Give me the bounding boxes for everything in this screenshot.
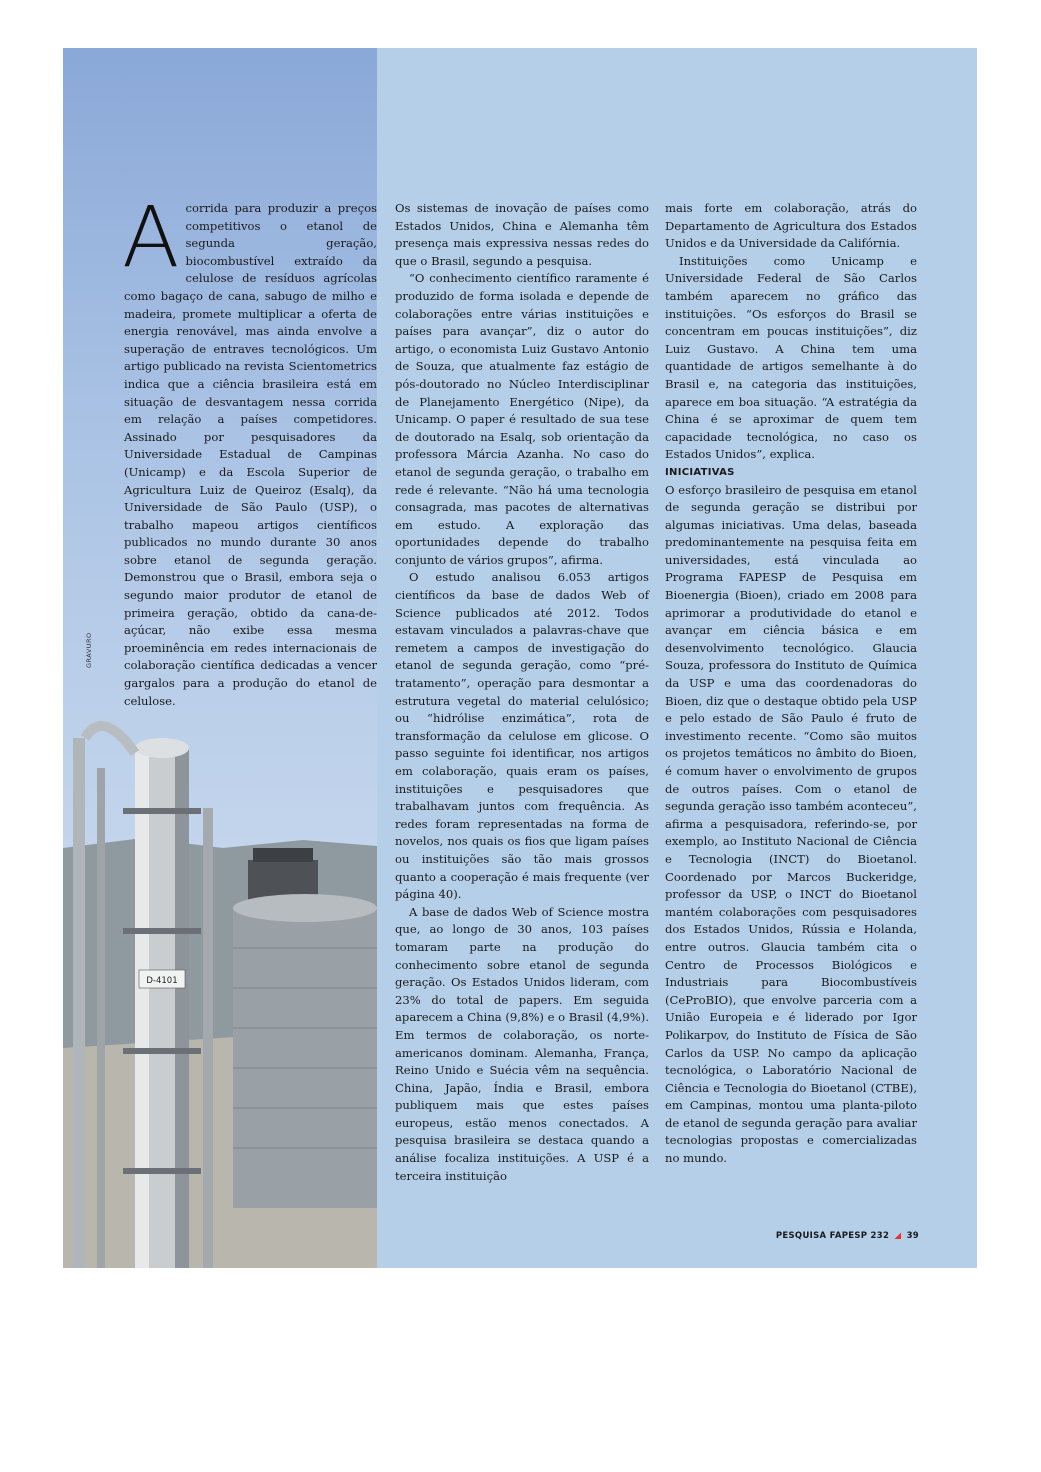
paragraph-text: corrida para produzir a preços competitivos o etanol de segunda geração, biocombustível extraído da celulose de resíduos agrícolas como bagaço de cana, sabugo de milho e madeira, promete multiplicar a oferta de energia renovável, mas ainda envolve a superação de entraves tecnológicos. Um artigo publicado na revista Scientometrics indica que a ciência brasileira está em situação de desvantagem nessa corrida em relação a países competidores. Assinado por pesquisadores da Universidade Estadual de Campinas (Unicamp) e da Escola Superior de Agricultura Luiz de Queiroz (Esalq), da Universidade de São Paulo (USP), o trabalho mapeou artigos científicos publicados no mundo durante 30 anos sobre etanol de segunda geração. Demonstrou que o Brasil, embora seja o segundo maior produtor de etanol de primeira geração, obtido da cana-de-açúcar, não exibe essa mesma proeminência em redes internacionais de colaboração científica dedicadas a vencer gargalos para a produção do etanol de celulose.: [124, 201, 377, 708]
paragraph: A base de dados Web of Science mostra que, ao longo de 30 anos, 103 países tomaram parte na produção do conhecimento sobre etanol de segunda geração. Os Estados Unidos lideram, com 23% do total de papers. Em seguida aparecem a China (9,8%) e o Brasil (4,9%). Em termos de colaboração, os norte-americanos dominam. Alemanha, França, Reino Unido e Suécia vêm na sequência. China, Japão, Índia e Brasil, embora publiquem mais que estes países europeus, estão menos conectados. A pesquisa brasileira se destaca quando a análise focaliza instituições. A USP é a terceira instituição: [395, 904, 649, 1183]
paragraph: [122, 188, 377, 710]
section-subhead: INICIATIVAS: [665, 466, 735, 478]
page-number: 39: [906, 1231, 919, 1241]
paragraph: Instituições como Unicamp e Universidade Federal de São Carlos também aparecem no gráfico das instituições. “Os esforços do Brasil se concentram em poucas instituições”, diz Luiz Gustavo. A China tem uma quantidade de artigos semelhante à do Brasil e, na categoria das instituições, aparece em boa situação. “A estratégia da China é se aproximar de quem tem capacidade tecnológica, no caso os Estados Unidos”, explica.: [665, 253, 917, 462]
paragraph: O estudo analisou 6.053 artigos científicos da base de dados Web of Science publicados até 2012. Todos estavam vinculados a palavras-chave que remetem a campos de investigação do etanol de segunda geração, como “pré-tratamento”, operação para desmontar a estrutura vegetal do material celulósico; ou “hidrólise enzimática”, rota de transformação da celulose em glicose. O passo seguinte foi identificar, nos artigos em colaboração, quais eram os países, instituições e pesquisadores que trabalhavam juntos com frequência. As redes foram representadas na forma de novelos, nos quais os fios que ligam países ou instituições são tão mais grossos quanto a cooperação é mais frequente (ver página 40).: [395, 570, 649, 902]
magazine-page: [63, 48, 977, 1268]
paragraph: O esforço brasileiro de pesquisa em etanol de segunda geração se distribui por algumas iniciativas. Uma delas, baseada predominantemente na pesquisa feita em universidades, está vinculada ao Programa FAPESP de Pesquisa em Bioenergia (Bioen), criado em 2008 para aprimorar a produtividade do etanol e avançar em ciência básica e em desenvolvimento tecnológico. Glaucia Souza, professora do Instituto de Química da USP e uma das coordenadoras do Bioen, diz que o destaque obtido pela USP e pelo estado de São Paulo é fruto de investimento recente. “Como são muitos os projetos temáticos no âmbito do Bioen, é comum haver o envolvimento de grupos de outros países. Com o etanol de segunda geração isso também aconteceu”, afirma a pesquisadora, referindo-se, por exemplo, ao Instituto Nacional de Ciência e Tecnologia (INCT) do Bioetanol. Coordenado por Marcos Buckeridge, professor da USP, o INCT do Bioetanol mantém colaborações com pesquisadores dos Estados Unidos, Rússia e Holanda, entre outros. Glaucia também cita o Centro de Processos Biológicos e Industriais para Biocombustíveis (CeProBIO), que envolve parceria com a União Europeia e é liderado por Igor Polikarpov, do Instituto de Física de São Carlos da USP. No campo da aplicação tecnológica, o Laboratório Nacional de Ciência e Tecnologia do Bioetanol (CTBE), em Campinas, montou uma planta-piloto de etanol de segunda geração para avaliar tecnologias propostas e comercializadas no mundo.: [665, 482, 917, 1166]
magazine-name: PESQUISA FAPESP 232: [775, 1231, 890, 1241]
tank-label: D-4101: [146, 976, 178, 986]
paragraph: “O conhecimento científico raramente é produzido de forma isolada e depende de colaborações entre várias instituições e países para avançar”, diz o autor do artigo, o economista Luiz Gustavo Antonio de Souza, que atualmente faz estágio de pós-doutorado no Núcleo Interdisciplinar de Planejamento Energético (Nipe), da Unicamp. O paper é resultado de sua tese de doutorado na Esalq, sob orientação da professora Márcia Azanha. No caso do etanol de segunda geração, o trabalho em rede é relevante. “Não há uma tecnologia consagrada, mas pacotes de alternativas em estudo. A exploração das oportunidades depende do trabalho conjunto de vários grupos”, afirma.: [395, 271, 649, 567]
page-footer: [776, 1231, 919, 1241]
article-column-1: [122, 188, 377, 710]
footer-marker-icon: ◢: [894, 1231, 902, 1241]
paragraph: Os sistemas de inovação de países como Estados Unidos, China e Alemanha têm presença mais expressiva nessas redes do que o Brasil, segundo a pesquisa.: [395, 201, 649, 268]
article-column-3: [665, 200, 917, 1168]
dropcap: A: [122, 188, 180, 286]
paragraph: mais forte em colaboração, atrás do Departamento de Agricultura dos Estados Unidos e da Universidade da Califórnia.: [665, 201, 917, 251]
article-column-2: [395, 200, 649, 1185]
photo-credit: GRAVURO: [85, 632, 93, 668]
